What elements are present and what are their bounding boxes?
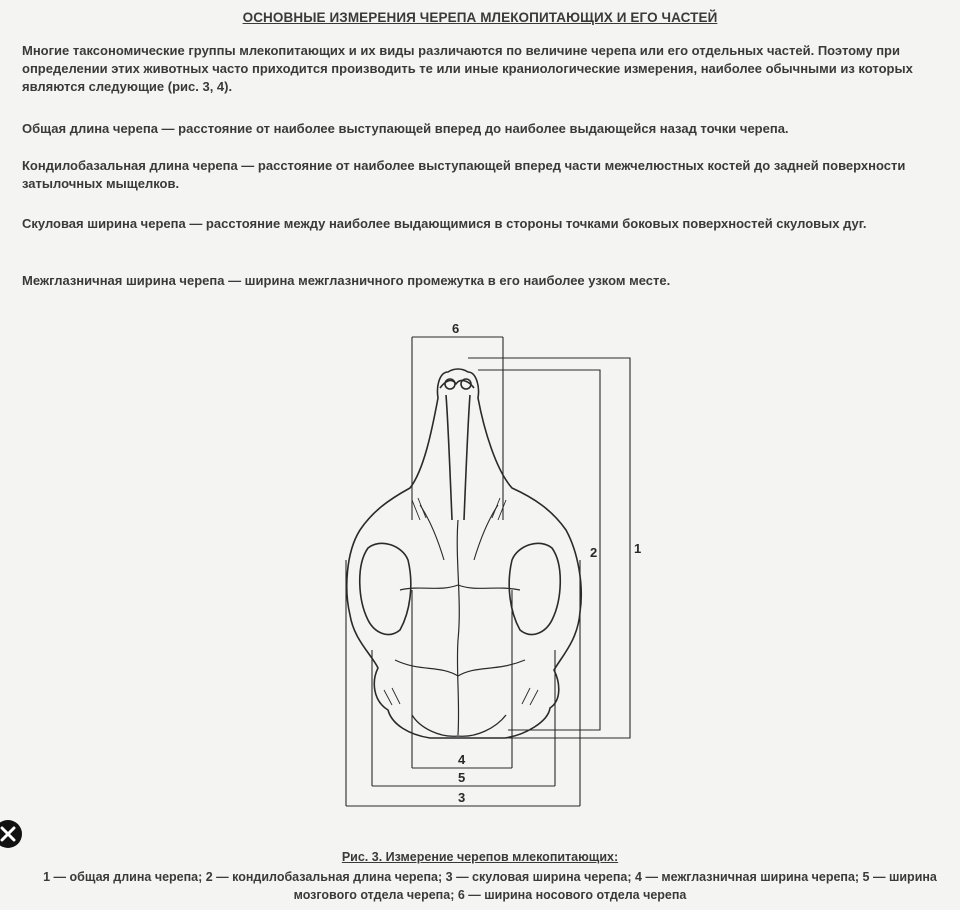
skull-measurement-figure	[300, 318, 660, 818]
label-4: 4	[458, 752, 466, 767]
label-5: 5	[458, 770, 466, 785]
close-icon	[0, 818, 26, 850]
label-1: 1	[634, 541, 642, 556]
close-button[interactable]	[0, 818, 26, 850]
intro-paragraph: Многие таксономические группы млекопитающих и их виды различаются по величине черепа или его отдельных частей. Поэтому при определении этих животных часто приходится производить те или иные краниологические измерения, наиболее обычными из которых являются следующие (рис. 3, 4).	[22, 43, 913, 94]
condylobasal-length-definition: Кондилобазальная длина черепа — расстояние от наиболее выступающей вперед части межчелюстных костей до задней поверхности затылочных мыщелков.	[22, 158, 906, 191]
zygomatic-width-definition: Скуловая ширина черепа — расстояние между наиболее выдающимися в стороны точками боковых поверхностей скуловых дуг.	[22, 216, 867, 231]
skull-drawing	[347, 369, 581, 738]
label-3: 3	[458, 790, 466, 805]
figure-caption-body: 1 — общая длина черепа; 2 — кондилобазальная длина черепа; 3 — скуловая ширина черепа; 4 — межглазничная ширина черепа; 5 — ширина мозгового отдела черепа; 6 — ширина носового отдела черепа	[43, 870, 937, 902]
figure-caption-title: Рис. 3. Измерение черепов млекопитающих:	[341, 850, 619, 864]
total-length-definition: Общая длина черепа — расстояние от наиболее выступающей вперед до наиболее выдающейся назад точки черепа.	[22, 121, 789, 136]
interorbital-width-definition: Межглазничная ширина черепа — ширина межглазничного промежутка в его наиболее узком месте.	[22, 273, 671, 288]
label-2: 2	[590, 545, 598, 560]
measurement-lines	[346, 337, 630, 806]
label-6: 6	[452, 321, 460, 336]
page-title: ОСНОВНЫЕ ИЗМЕРЕНИЯ ЧЕРЕПА МЛЕКОПИТАЮЩИХ И ЕГО ЧАСТЕЙ	[242, 10, 718, 25]
